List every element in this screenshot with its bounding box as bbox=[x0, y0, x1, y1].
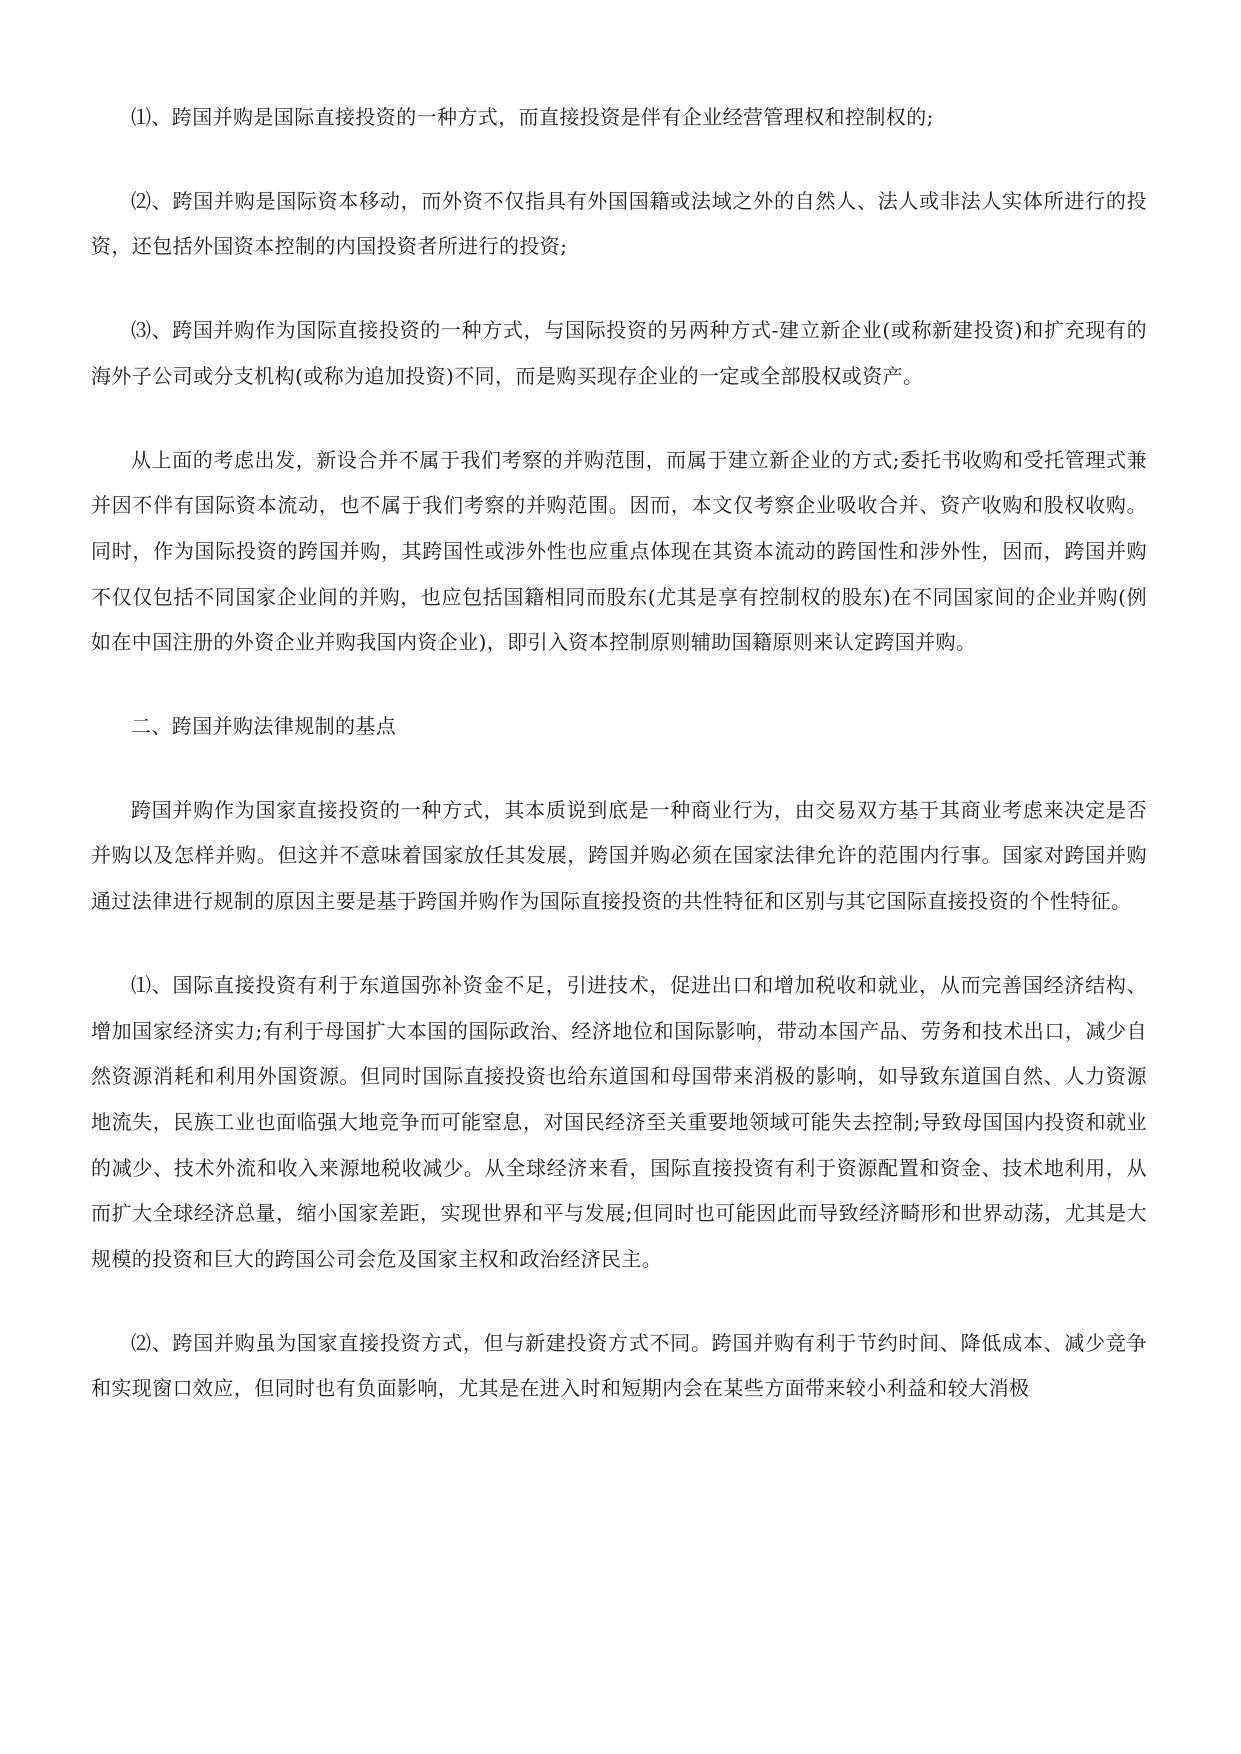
paragraph-scope: 从上面的考虑出发，新设合并不属于我们考察的并购范围，而属于建立新企业的方式;委托书收购和受托管理式兼并因不伴有国际资本流动，也不属于我们考察的并购范围。因而，本文仅考察企业吸收合并、资产收购和股权收购。同时，作为国际投资的跨国并购，其跨国性或涉外性也应重点体现在其资本流动的跨国性和涉外性，因而，跨国并购不仅仅包括不同国家企业间的并购，也应包括国籍相同而股东(尤其是享有控制权的股东)在不同国家间的企业并购(例如在中国注册的外资企业并购我国内资企业)，即引入资本控制原则辅助国籍原则来认定跨国并购。 bbox=[91, 447, 1147, 655]
document-body bbox=[91, 95, 1147, 1450]
paragraph-point-1: ⑴、国际直接投资有利于东道国弥补资金不足，引进技术，促进出口和增加税收和就业，从而完善国经济结构、增加国家经济实力;有利于母国扩大本国的国际政治、经济地位和国际影响，带动本国产品、劳务和技术出口，减少自然资源消耗和利用外国资源。但同时国际直接投资也给东道国和母国带来消极的影响，如导致东道国自然、人力资源地流失，民族工业也面临强大地竞争而可能窒息，对国民经济至关重要地领域可能失去控制;导致母国国内投资和就业的减少、技术外流和收入来源地税收减少。从全球经济来看，国际直接投资有利于资源配置和资金、技术地利用，从而扩大全球经济总量，缩小国家差距，实现世界和平与发展;但同时也可能因此而导致经济畸形和世界动荡，尤其是大规模的投资和巨大的跨国公司会危及国家主权和政治经济民主。 bbox=[91, 972, 1147, 1272]
paragraph-point-2: ⑵、跨国并购虽为国家直接投资方式，但与新建投资方式不同。跨国并购有利于节约时间、降低成本、减少竞争和实现窗口效应，但同时也有负面影响，尤其是在进入时和短期内会在某些方面带来较小利益和较大消极 bbox=[91, 1330, 1147, 1401]
paragraph-intro: 跨国并购作为国家直接投资的一种方式，其本质说到底是一种商业行为，由交易双方基于其商业考虑来决定是否并购以及怎样并购。但这并不意味着国家放任其发展，跨国并购必须在国家法律允许的范围内行事。国家对跨国并购通过法律进行规制的原因主要是基于跨国并购作为国际直接投资的共性特征和区别与其它国际直接投资的个性特征。 bbox=[91, 797, 1147, 914]
section-heading: 二、跨国并购法律规制的基点 bbox=[131, 714, 397, 739]
paragraph-item-3: ⑶、跨国并购作为国际直接投资的一种方式，与国际投资的另两种方式-建立新企业(或称新建投资)和扩充现有的海外子公司或分支机构(或称为追加投资)不同，而是购买现存企业的一定或全部股权或资产。 bbox=[91, 318, 1147, 388]
paragraph-item-1: ⑴、跨国并购是国际直接投资的一种方式，而直接投资是伴有企业经营管理权和控制权的; bbox=[131, 105, 934, 129]
paragraph-item-2: ⑵、跨国并购是国际资本移动，而外资不仅指具有外国国籍或法域之外的自然人、法人或非法人实体所进行的投资，还包括外国资本控制的内国投资者所进行的投资; bbox=[91, 188, 1147, 259]
